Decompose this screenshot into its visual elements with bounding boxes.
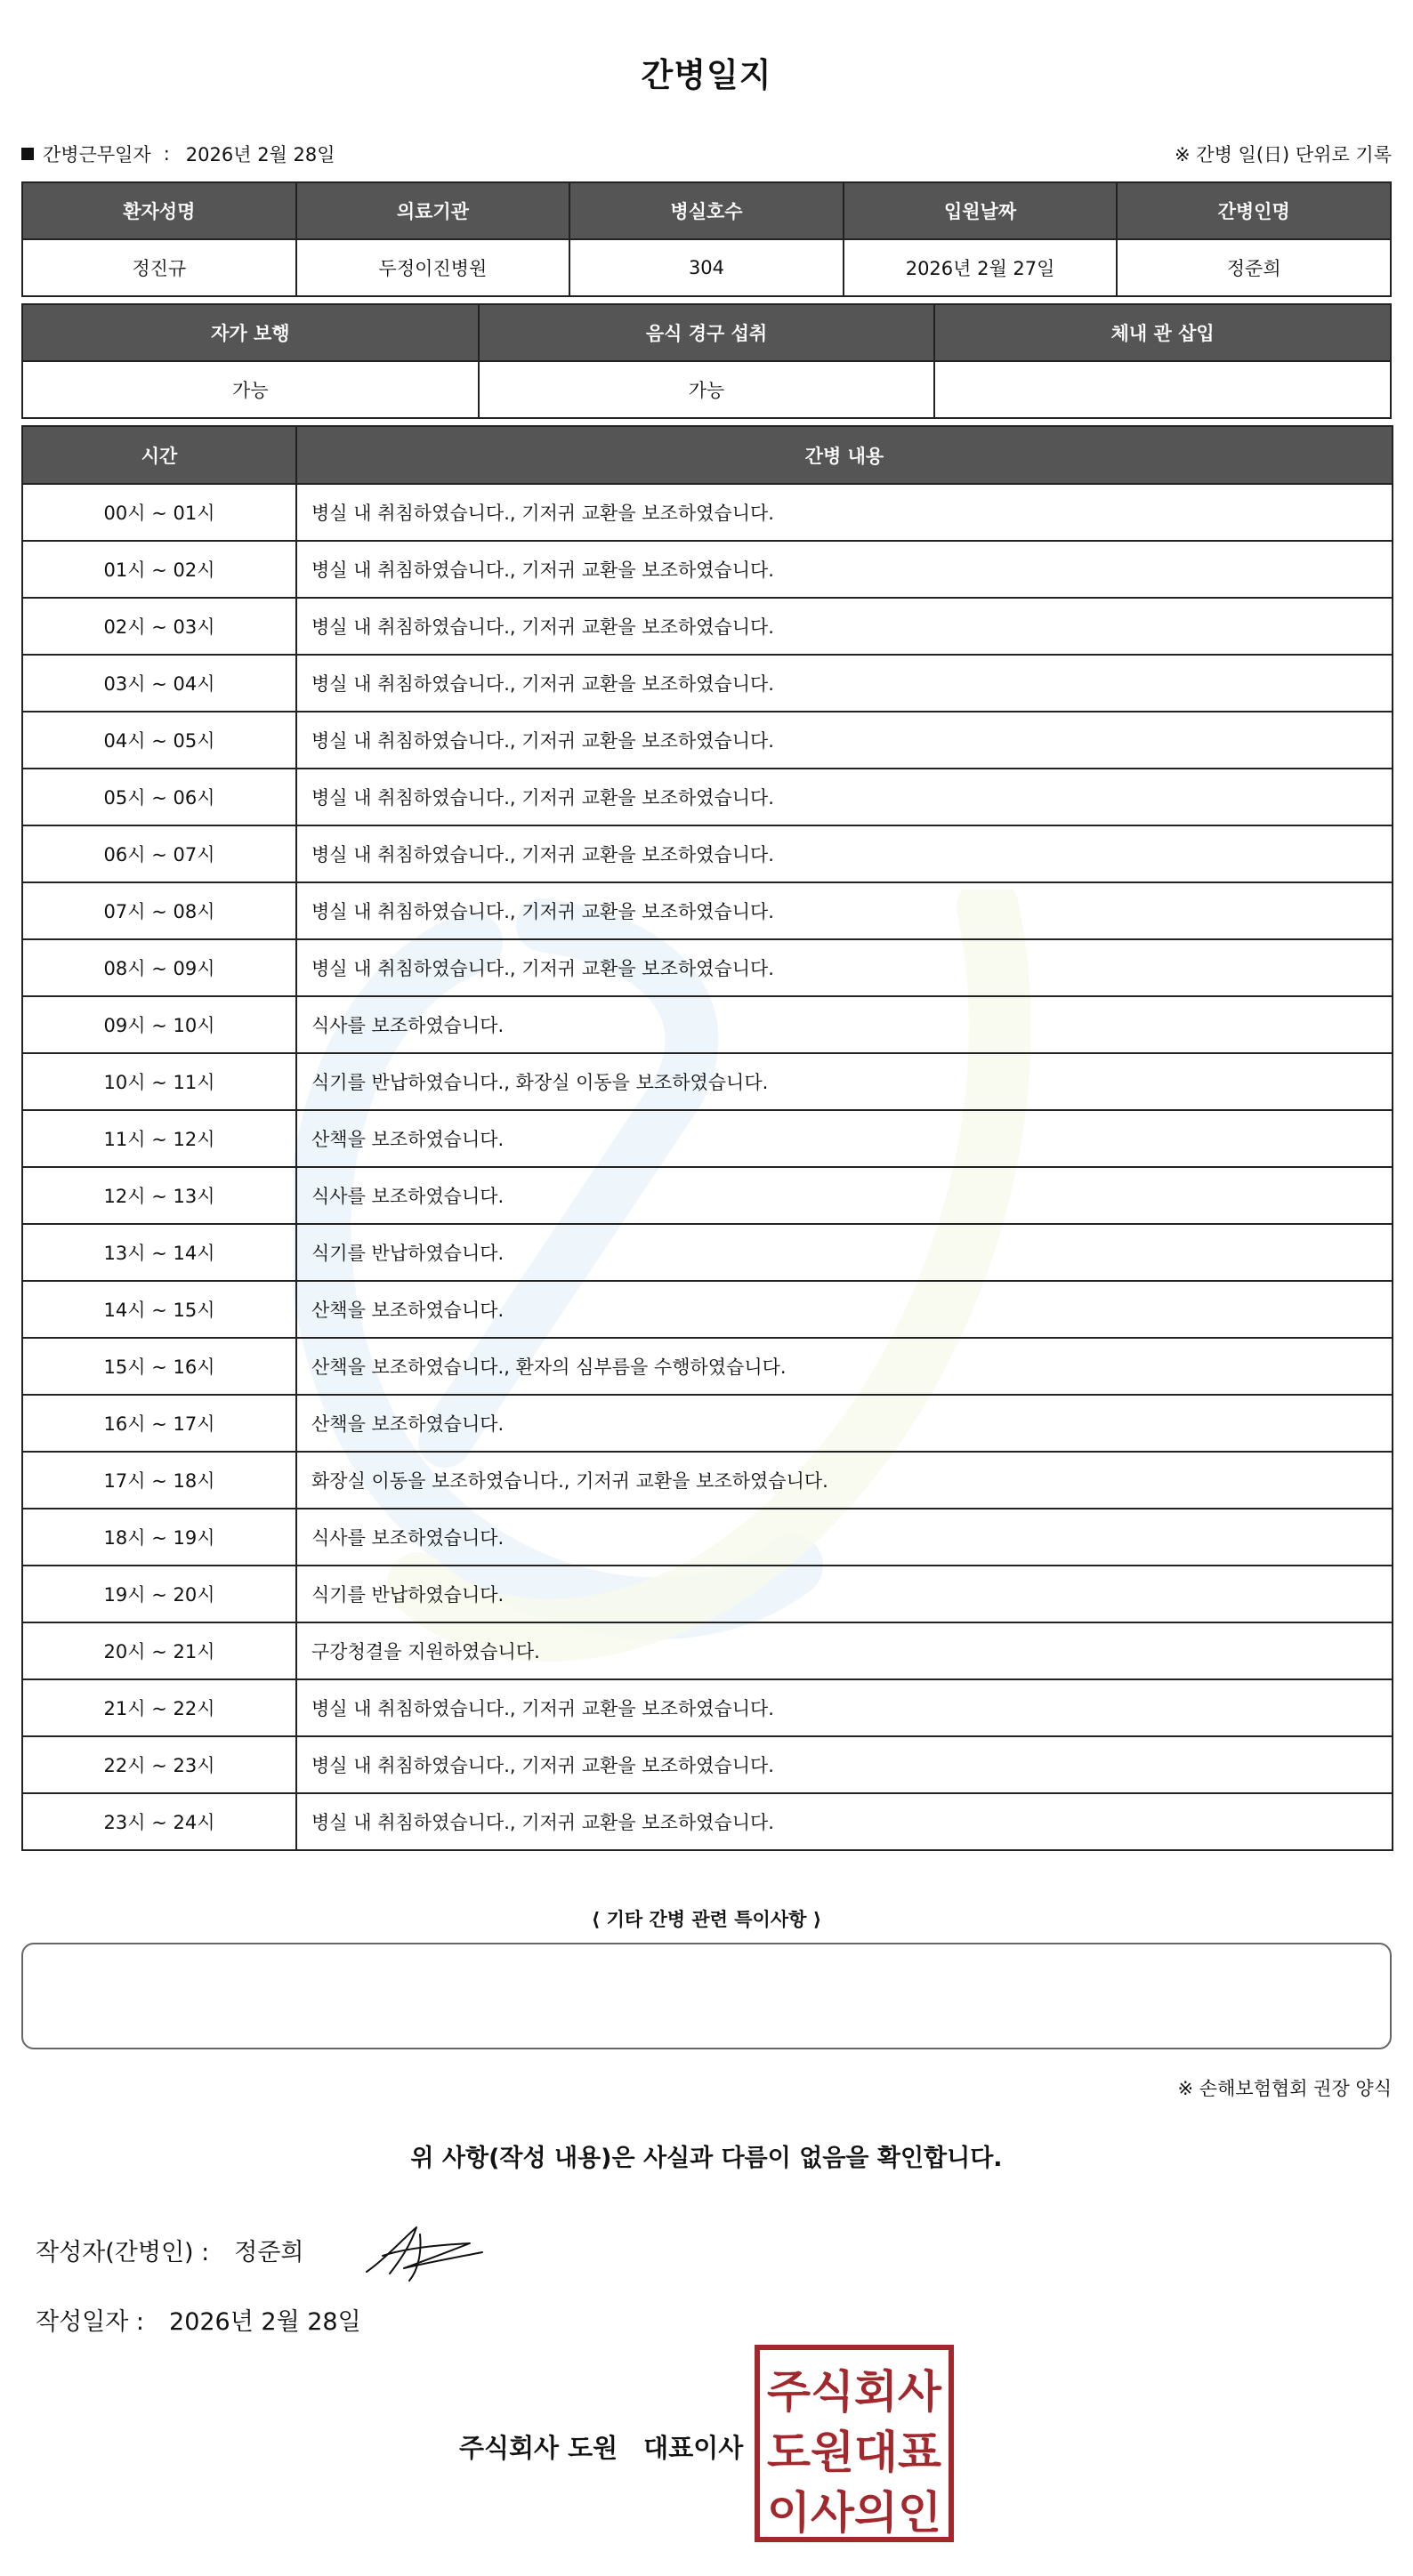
time-cell: 12시 ~ 13시 xyxy=(22,1167,296,1224)
care-content-cell: 산책을 보조하였습니다. xyxy=(296,1395,1393,1452)
caregiver-name: 정준희 xyxy=(1117,239,1391,296)
care-content-cell: 산책을 보조하였습니다. xyxy=(296,1110,1393,1167)
table-row xyxy=(22,1452,1393,1509)
header-admission-date: 입원날짜 xyxy=(844,182,1118,239)
time-cell: 22시 ~ 23시 xyxy=(22,1736,296,1793)
table-row xyxy=(22,541,1393,598)
admission-date: 2026년 2월 27일 xyxy=(844,239,1118,296)
time-cell: 14시 ~ 15시 xyxy=(22,1281,296,1338)
care-content-cell: 식사를 보조하였습니다. xyxy=(296,1167,1393,1224)
time-cell: 03시 ~ 04시 xyxy=(22,655,296,712)
care-content-cell: 병실 내 취침하였습니다., 기저귀 교환을 보조하였습니다. xyxy=(296,655,1393,712)
table-row xyxy=(22,1793,1393,1850)
care-content-cell: 병실 내 취침하였습니다., 기저귀 교환을 보조하였습니다. xyxy=(296,882,1393,939)
svg-text:이사의인: 이사의인 xyxy=(767,2487,941,2539)
table-row xyxy=(22,1053,1393,1110)
header-caregiver-name: 간병인명 xyxy=(1117,182,1391,239)
care-content-cell: 식사를 보조하였습니다. xyxy=(296,996,1393,1053)
table-row xyxy=(22,1509,1393,1566)
care-content-cell: 병실 내 취침하였습니다., 기저귀 교환을 보조하였습니다. xyxy=(296,1793,1393,1850)
square-bullet-icon xyxy=(21,148,34,160)
care-content-cell: 병실 내 취침하였습니다., 기저귀 교환을 보조하였습니다. xyxy=(296,484,1393,541)
confirmation-statement: 위 사항(작성 내용)은 사실과 다름이 없음을 확인합니다. xyxy=(410,2145,1003,2172)
care-content-cell: 화장실 이동을 보조하였습니다., 기저귀 교환을 보조하였습니다. xyxy=(296,1452,1393,1509)
time-cell: 17시 ~ 18시 xyxy=(22,1452,296,1509)
form-source-note: ※ 손해보험협회 권장 양식 xyxy=(1177,2078,1392,2099)
header-room-number: 병실호수 xyxy=(569,182,844,239)
care-content-cell: 식기를 반납하였습니다., 화장실 이동을 보조하였습니다. xyxy=(296,1053,1393,1110)
care-content-cell: 병실 내 취침하였습니다., 기저귀 교환을 보조하였습니다. xyxy=(296,712,1393,769)
tube-insertion-value xyxy=(934,361,1391,418)
care-content-cell: 병실 내 취침하였습니다., 기저귀 교환을 보조하였습니다. xyxy=(296,1736,1393,1793)
table-row xyxy=(22,1395,1393,1452)
time-cell: 16시 ~ 17시 xyxy=(22,1395,296,1452)
table-row xyxy=(22,825,1393,882)
time-cell: 01시 ~ 02시 xyxy=(22,541,296,598)
hospital-name: 두정이진병원 xyxy=(296,239,570,296)
table-row xyxy=(22,1622,1393,1679)
company-seal-stamp xyxy=(755,2345,954,2542)
table-row xyxy=(22,996,1393,1053)
table-row xyxy=(22,484,1393,541)
patient-name: 정진규 xyxy=(22,239,296,296)
care-content-cell: 병실 내 취침하였습니다., 기저귀 교환을 보조하였습니다. xyxy=(296,939,1393,996)
time-cell: 08시 ~ 09시 xyxy=(22,939,296,996)
time-cell: 15시 ~ 16시 xyxy=(22,1338,296,1395)
time-cell: 05시 ~ 06시 xyxy=(22,769,296,825)
time-cell: 20시 ~ 21시 xyxy=(22,1622,296,1679)
table-row xyxy=(22,1224,1393,1281)
table-row xyxy=(22,1679,1393,1736)
work-date-label: 간병근무일자 xyxy=(43,144,151,165)
time-cell: 06시 ~ 07시 xyxy=(22,825,296,882)
header-hospital: 의료기관 xyxy=(296,182,570,239)
writer-line xyxy=(36,2233,304,2267)
care-content-cell: 식기를 반납하였습니다. xyxy=(296,1224,1393,1281)
patient-status-table xyxy=(21,303,1392,419)
time-cell: 10시 ~ 11시 xyxy=(22,1053,296,1110)
written-date-value: 2026년 2월 28일 xyxy=(169,2308,361,2336)
care-log-table xyxy=(21,425,1393,1851)
table-row xyxy=(22,1566,1393,1622)
time-cell: 19시 ~ 20시 xyxy=(22,1566,296,1622)
remarks-title: ⟨ 기타 간병 관련 특이사항 ⟩ xyxy=(591,1909,822,1930)
time-cell: 11시 ~ 12시 xyxy=(22,1110,296,1167)
company-representative: 주식회사 도원 대표이사 xyxy=(459,2433,744,2463)
header-tube-insertion: 체내 관 삽입 xyxy=(934,304,1391,361)
header-oral-intake: 음식 경구 섭취 xyxy=(479,304,935,361)
time-cell: 21시 ~ 22시 xyxy=(22,1679,296,1736)
work-date-line xyxy=(21,141,335,167)
table-row xyxy=(22,655,1393,712)
time-cell: 02시 ~ 03시 xyxy=(22,598,296,655)
care-content-cell: 산책을 보조하였습니다. xyxy=(296,1281,1393,1338)
header-time: 시간 xyxy=(22,426,296,484)
care-content-cell: 병실 내 취침하였습니다., 기저귀 교환을 보조하였습니다. xyxy=(296,825,1393,882)
table-row xyxy=(22,598,1393,655)
patient-info-table xyxy=(21,181,1392,297)
time-cell: 00시 ~ 01시 xyxy=(22,484,296,541)
table-row xyxy=(22,1281,1393,1338)
header-self-walking: 자가 보행 xyxy=(22,304,479,361)
handwritten-signature-icon xyxy=(358,2217,491,2288)
remarks-box xyxy=(21,1943,1392,2049)
oral-intake-value: 가능 xyxy=(479,361,935,418)
care-content-cell: 구강청결을 지원하였습니다. xyxy=(296,1622,1393,1679)
work-date-separator: : xyxy=(163,143,170,165)
writer-name: 정준희 xyxy=(234,2239,304,2266)
care-content-cell: 식기를 반납하였습니다. xyxy=(296,1566,1393,1622)
time-cell: 04시 ~ 05시 xyxy=(22,712,296,769)
writer-label: 작성자(간병인) : xyxy=(36,2239,210,2266)
time-cell: 23시 ~ 24시 xyxy=(22,1793,296,1850)
care-content-cell: 병실 내 취침하였습니다., 기저귀 교환을 보조하였습니다. xyxy=(296,541,1393,598)
care-content-cell: 병실 내 취침하였습니다., 기저귀 교환을 보조하였습니다. xyxy=(296,1679,1393,1736)
table-row xyxy=(22,1167,1393,1224)
time-cell: 13시 ~ 14시 xyxy=(22,1224,296,1281)
written-date-line xyxy=(36,2302,361,2337)
svg-text:도원대표: 도원대표 xyxy=(767,2427,942,2478)
time-cell: 18시 ~ 19시 xyxy=(22,1509,296,1566)
care-content-cell: 병실 내 취침하였습니다., 기저귀 교환을 보조하였습니다. xyxy=(296,598,1393,655)
written-date-label: 작성일자 : xyxy=(36,2308,145,2336)
document-title: 간병일지 xyxy=(641,56,772,94)
svg-text:주식회사: 주식회사 xyxy=(767,2366,942,2418)
table-row xyxy=(22,939,1393,996)
work-date-value: 2026년 2월 28일 xyxy=(185,144,335,165)
table-row xyxy=(22,882,1393,939)
care-content-cell: 식사를 보조하였습니다. xyxy=(296,1509,1393,1566)
room-number: 304 xyxy=(569,239,844,296)
table-row xyxy=(22,769,1393,825)
record-unit-note: ※ 간병 일(日) 단위로 기록 xyxy=(1175,144,1392,165)
table-row xyxy=(22,712,1393,769)
header-care-content: 간병 내용 xyxy=(296,426,1393,484)
self-walking-value: 가능 xyxy=(22,361,479,418)
care-content-cell: 산책을 보조하였습니다., 환자의 심부름을 수행하였습니다. xyxy=(296,1338,1393,1395)
time-cell: 09시 ~ 10시 xyxy=(22,996,296,1053)
table-row xyxy=(22,1110,1393,1167)
table-row xyxy=(22,1736,1393,1793)
time-cell: 07시 ~ 08시 xyxy=(22,882,296,939)
header-patient-name: 환자성명 xyxy=(22,182,296,239)
table-row xyxy=(22,1338,1393,1395)
care-content-cell: 병실 내 취침하였습니다., 기저귀 교환을 보조하였습니다. xyxy=(296,769,1393,825)
